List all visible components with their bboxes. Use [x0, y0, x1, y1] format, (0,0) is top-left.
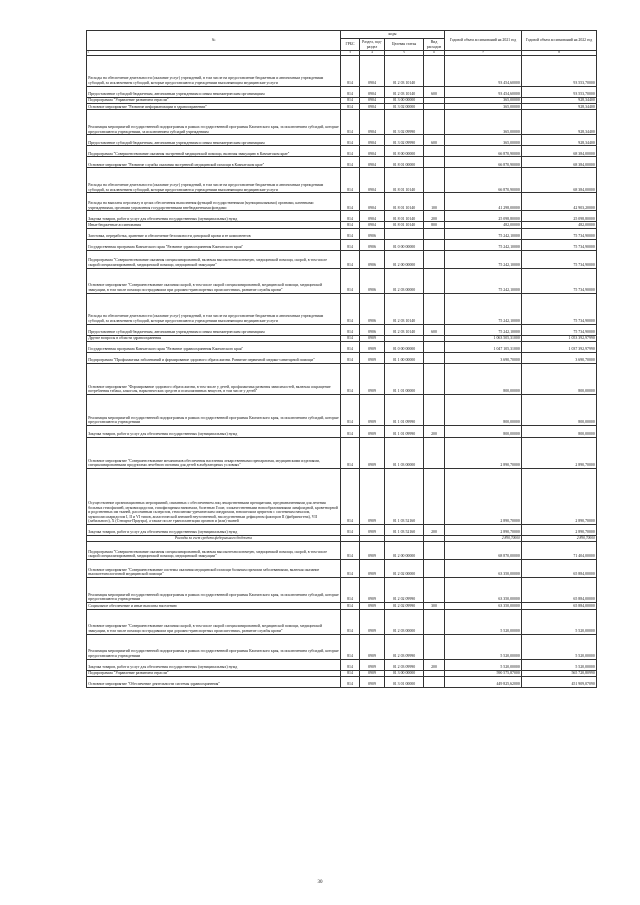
row-grbs: 814: [341, 222, 360, 228]
row-grbs: 814: [341, 110, 360, 135]
row-name: Расходы за счет средств федерального бюджета: [87, 536, 341, 542]
row-amount-2021: 66 870,90000: [445, 146, 522, 157]
row-razdel: 0904: [360, 222, 385, 228]
row-expense-type: [424, 110, 445, 135]
row-name: Предоставление субсидий бюджетным, автономным учреждениям и иным некоммерческим организациям: [87, 86, 341, 97]
row-expense-type: 200: [424, 659, 445, 670]
row-razdel: 0909: [360, 342, 385, 353]
row-grbs: 814: [341, 609, 360, 634]
row-expense-type: [424, 268, 445, 293]
row-amount-2022: 65 884,00000: [522, 603, 597, 609]
row-amount-2022: 68 384,00000: [522, 168, 597, 193]
row-target-article: 01 1 00 00000: [385, 353, 424, 364]
row-name: Основное мероприятие "Развитие информатизации в здравоохранении": [87, 104, 341, 110]
row-name: Государственная программа Камчатского края "Развитие здравоохранения Камчатского края": [87, 239, 341, 250]
row-amount-2022: 75 734,90000: [522, 293, 597, 324]
table-row: [87, 426, 597, 438]
row-expense-type: 200: [424, 525, 445, 536]
row-target-article: 01 3 00 00000: [385, 97, 424, 103]
header-year-2021: Годовой объем ассигнований на 2021 год: [445, 31, 522, 51]
row-target-article: 01 8 01 10140: [385, 168, 424, 193]
table-row: [87, 86, 597, 97]
row-amount-2021: 2 890,70000: [445, 536, 522, 542]
table-row: [87, 438, 597, 469]
row-amount-2022: 800,00000: [522, 426, 597, 438]
row-expense-type: [424, 634, 445, 659]
row-name: Закупка товаров, работ и услуг для обеспечения государственных (муниципальных) нужд: [87, 525, 341, 536]
row-target-article: 01 8 01 10140: [385, 193, 424, 211]
table-row: [87, 542, 597, 560]
row-amount-2021: 5 520,00000: [445, 634, 522, 659]
row-razdel: 0904: [360, 86, 385, 97]
budget-rows: [87, 55, 597, 687]
row-expense-type: [424, 676, 445, 687]
table-row: [87, 250, 597, 268]
row-name: Расходы на обеспечение деятельности (оказание услуг) учреждений, в том числе на предоставление бюджетным и автономным учреждениям субсидий, за исключением субсидий, которые предоставляются учреждениям выполняющим медицинские услуги: [87, 55, 341, 86]
row-amount-2022: 928,34400: [522, 110, 597, 135]
row-expense-type: 600: [424, 135, 445, 146]
row-amount-2022: 93 553,70000: [522, 55, 597, 86]
row-name: Основное мероприятие "Совершенствование оказания скорой, в том числе скорой специализированной, медицинской помощи, медицинской эвакуации, в том числе помощи пострадавшим при дорожно-транспортных происшествиях, развитие службы крови": [87, 268, 341, 293]
table-row: [87, 560, 597, 578]
table-row: [87, 324, 597, 335]
row-target-article: 01 1 03 52160: [385, 525, 424, 536]
row-target-article: [385, 228, 424, 239]
row-grbs: 814: [341, 104, 360, 110]
row-target-article: 01 1 01 09990: [385, 426, 424, 438]
row-amount-2022: 65 884,00000: [522, 578, 597, 603]
row-razdel: 0909: [360, 670, 385, 676]
row-name: Реализация мероприятий государственной подпрограммы в рамках государственной программы Камчатского края, за исключением субсидий, которые предоставляются учреждениям: [87, 578, 341, 603]
row-expense-type: [424, 542, 445, 560]
row-razdel: 0909: [360, 395, 385, 426]
row-amount-2022: 75 734,90000: [522, 239, 597, 250]
row-amount-2021: 63 350,00000: [445, 560, 522, 578]
row-grbs: 814: [341, 211, 360, 222]
table-row: [87, 228, 597, 239]
row-target-article: 01 0 00 00000: [385, 239, 424, 250]
row-razdel: 0909: [360, 335, 385, 341]
budget-table: [86, 30, 597, 688]
header-target-article: Целевая статья: [385, 39, 424, 51]
row-target-article: 01 1 01 09990: [385, 395, 424, 426]
row-amount-2021: 66 870,90000: [445, 168, 522, 193]
index-cell: 8: [522, 51, 597, 56]
row-amount-2021: 75 242,10000: [445, 239, 522, 250]
row-amount-2021: 482,00000: [445, 222, 522, 228]
row-name: Основное мероприятие "Обеспечение деятельности системы здравоохранения": [87, 676, 341, 687]
row-amount-2022: 2 890,70000: [522, 536, 597, 542]
row-razdel: 0906: [360, 324, 385, 335]
table-row: [87, 659, 597, 670]
row-name: Реализация мероприятий государственной подпрограммы в рамках государственной программы Камчатского края, за исключением субсидий, которые предоставляются учреждениям: [87, 634, 341, 659]
row-grbs: 814: [341, 168, 360, 193]
index-cell: 7: [445, 51, 522, 56]
row-expense-type: 200: [424, 426, 445, 438]
row-name: Основное мероприятие "Формирование здорового образа жизни, в том числе у детей, профилактика развития зависимостей, включая сокращение потребления табака, алкоголя, наркотических средств и психоактивных веществ, в том числе у детей": [87, 364, 341, 395]
row-name: Подпрограмма "Совершенствование оказания специализированной, включая высокотехнологичную, медицинской помощи, скорой, в том числе скорой специализированной, медицинской помощи, медицинской эвакуации": [87, 542, 341, 560]
row-target-article: 01 8 00 00000: [385, 146, 424, 157]
table-row: [87, 342, 597, 353]
row-expense-type: [424, 293, 445, 324]
row-target-article: 01 2 03 00000: [385, 609, 424, 634]
row-grbs: 814: [341, 135, 360, 146]
row-amount-2022: 75 734,90000: [522, 228, 597, 239]
row-razdel: 0904: [360, 211, 385, 222]
row-amount-2021: 2 890,70000: [445, 438, 522, 469]
table-row: [87, 193, 597, 211]
row-amount-2021: 800,00000: [445, 395, 522, 426]
row-expense-type: 600: [424, 324, 445, 335]
row-grbs: 814: [341, 634, 360, 659]
row-razdel: 0904: [360, 55, 385, 86]
row-amount-2022: 800,00000: [522, 395, 597, 426]
row-target-article: 01 2 02 09990: [385, 578, 424, 603]
row-amount-2022: 68 384,00000: [522, 157, 597, 168]
row-expense-type: [424, 239, 445, 250]
table-row: [87, 239, 597, 250]
row-expense-type: [424, 438, 445, 469]
row-amount-2021: 5 520,00000: [445, 609, 522, 634]
index-cell: 3: [341, 51, 360, 56]
row-target-article: 01 2 02 09990: [385, 603, 424, 609]
row-amount-2021: 3 690,70000: [445, 353, 522, 364]
row-amount-2021: 365,00000: [445, 135, 522, 146]
row-amount-2022: 75 734,90000: [522, 324, 597, 335]
row-grbs: 814: [341, 228, 360, 239]
index-cell: 4: [360, 51, 385, 56]
header-grbs: ГРБС: [341, 39, 360, 51]
table-row: [87, 110, 597, 135]
row-name: Расходы на обеспечение деятельности (оказание услуг) учреждений, в том числе на предоставление бюджетным и автономным учреждениям субсидий, за исключением субсидий, которые предоставляются учреждениям выполняющим медицинские услуги: [87, 293, 341, 324]
table-row: [87, 634, 597, 659]
row-target-article: 01 3 00 00000: [385, 670, 424, 676]
row-grbs: 814: [341, 469, 360, 525]
row-name: Предоставление субсидий бюджетным, автономным учреждениям и иным некоммерческим организациям: [87, 135, 341, 146]
row-name: Закупка товаров, работ и услуг для обеспечения государственных (муниципальных) нужд: [87, 426, 341, 438]
row-grbs: 814: [341, 525, 360, 536]
row-razdel: 0904: [360, 110, 385, 135]
row-target-article: 01 2 03 10140: [385, 293, 424, 324]
row-amount-2021: 93 454,60000: [445, 86, 522, 97]
row-grbs: 814: [341, 193, 360, 211]
row-razdel: 0909: [360, 676, 385, 687]
row-razdel: 0909: [360, 659, 385, 670]
row-razdel: 0909: [360, 542, 385, 560]
row-amount-2021: 75 242,10000: [445, 250, 522, 268]
row-name: Расходы на обеспечение деятельности (оказание услуг) учреждений, в том числе на предоставление бюджетным и автономным учреждениям субсидий, за исключением субсидий, которые предоставляются учреждениям выполняющим медицинские услуги: [87, 168, 341, 193]
row-razdel: 0904: [360, 135, 385, 146]
row-name: Реализация мероприятий государственной подпрограммы в рамках государственной программы Камчатского края, за исключением субсидий, которые предоставляются учреждениям: [87, 395, 341, 426]
row-amount-2022: 65 884,00000: [522, 560, 597, 578]
row-name: Подпрограмма "Совершенствование оказания экстренной медицинской помощи, включая эвакуацию в Камчатском крае": [87, 146, 341, 157]
row-grbs: 814: [341, 97, 360, 103]
row-amount-2021: 75 242,10000: [445, 324, 522, 335]
row-grbs: 814: [341, 676, 360, 687]
table-row: [87, 676, 597, 687]
row-name: Основное мероприятие "Совершенствование системы оказания медицинской помощи больным прочими заболеваниями, включая оказание высокотехнологичной медицинской помощи": [87, 560, 341, 578]
row-razdel: 0906: [360, 268, 385, 293]
row-razdel: 0909: [360, 634, 385, 659]
table-row: [87, 168, 597, 193]
row-grbs: 814: [341, 268, 360, 293]
row-razdel: 0909: [360, 525, 385, 536]
row-name: Основное мероприятие "Совершенствование оказания скорой, в том числе скорой специализированной, медицинской помощи, медицинской эвакуации, в том числе помощи пострадавшим при дорожно-транспортных происшествиях, развитие службы крови": [87, 609, 341, 634]
row-name: Другие вопросы в области здравоохранения: [87, 335, 341, 341]
row-amount-2022: 5 520,00000: [522, 609, 597, 634]
row-amount-2021: 68 870,00000: [445, 542, 522, 560]
row-expense-type: [424, 228, 445, 239]
row-amount-2022: 1 037 392,97990: [522, 342, 597, 353]
table-row: [87, 609, 597, 634]
row-target-article: 01 2 03 10140: [385, 86, 424, 97]
table-row: [87, 353, 597, 364]
budget-page: [86, 30, 596, 688]
row-expense-type: [424, 157, 445, 168]
row-amount-2021: 800,00000: [445, 426, 522, 438]
row-razdel: 0909: [360, 426, 385, 438]
table-row: [87, 55, 597, 86]
header-codes: коды: [341, 31, 445, 39]
row-amount-2021: 75 242,10000: [445, 293, 522, 324]
row-amount-2021: 2 890,70000: [445, 525, 522, 536]
row-target-article: 01 2 02 00000: [385, 560, 424, 578]
row-razdel: 0904: [360, 146, 385, 157]
row-grbs: 814: [341, 395, 360, 426]
row-amount-2021: 75 242,10000: [445, 268, 522, 293]
row-name: Заготовка, переработка, хранение и обеспечение безопасности донорской крови и ее компонентов: [87, 228, 341, 239]
row-amount-2022: 928,34400: [522, 97, 597, 103]
row-amount-2022: 2 890,70000: [522, 525, 597, 536]
row-target-article: 01 0 00 00000: [385, 342, 424, 353]
row-razdel: 0909: [360, 578, 385, 603]
table-row: [87, 395, 597, 426]
row-amount-2022: 1 053 392,97990: [522, 335, 597, 341]
row-name: Социальное обеспечение и иные выплаты населению: [87, 603, 341, 609]
row-target-article: 01 2 03 10140: [385, 324, 424, 335]
row-amount-2021: 93 454,60000: [445, 55, 522, 86]
row-expense-type: 100: [424, 193, 445, 211]
row-razdel: 0909: [360, 438, 385, 469]
row-amount-2022: 800,00000: [522, 364, 597, 395]
row-target-article: 01 8 01 10140: [385, 211, 424, 222]
row-target-article: 01 1 03 52160: [385, 469, 424, 525]
row-grbs: 814: [341, 578, 360, 603]
row-target-article: 01 2 00 00000: [385, 250, 424, 268]
row-grbs: 814: [341, 86, 360, 97]
row-razdel: 0909: [360, 469, 385, 525]
table-row: [87, 578, 597, 603]
row-expense-type: [424, 578, 445, 603]
row-name: Предоставление субсидий бюджетным, автономным учреждениям и иным некоммерческим организациям: [87, 324, 341, 335]
row-razdel: 0909: [360, 353, 385, 364]
row-target-article: 01 2 03 09990: [385, 634, 424, 659]
row-amount-2022: 482,00000: [522, 222, 597, 228]
row-target-article: 01 2 03 10140: [385, 55, 424, 86]
row-grbs: 814: [341, 293, 360, 324]
row-expense-type: [424, 395, 445, 426]
row-razdel: 0904: [360, 168, 385, 193]
row-amount-2021: 63 350,00000: [445, 603, 522, 609]
row-razdel: 0904: [360, 193, 385, 211]
row-expense-type: 600: [424, 86, 445, 97]
row-expense-type: 300: [424, 603, 445, 609]
row-expense-type: [424, 250, 445, 268]
row-razdel: 0904: [360, 104, 385, 110]
page-number: 30: [317, 880, 323, 885]
row-grbs: 814: [341, 542, 360, 560]
row-expense-type: [424, 560, 445, 578]
row-grbs: 814: [341, 603, 360, 609]
row-grbs: 814: [341, 659, 360, 670]
index-cell: 6: [424, 51, 445, 56]
row-grbs: 814: [341, 426, 360, 438]
row-amount-2021: 63 350,00000: [445, 578, 522, 603]
row-expense-type: [424, 146, 445, 157]
row-amount-2022: 75 734,90000: [522, 268, 597, 293]
row-target-article: 01 8 01 10140: [385, 222, 424, 228]
index-cell: 5: [385, 51, 424, 56]
row-expense-type: 200: [424, 211, 445, 222]
row-amount-2021: 75 242,10000: [445, 228, 522, 239]
row-razdel: 0906: [360, 239, 385, 250]
row-grbs: 814: [341, 250, 360, 268]
row-amount-2022: 5 520,00000: [522, 634, 597, 659]
row-amount-2022: 71 404,00000: [522, 542, 597, 560]
row-target-article: 01 3 02 09990: [385, 110, 424, 135]
row-razdel: 0909: [360, 364, 385, 395]
row-name: Основное мероприятие "Совершенствование механизмов обеспечения населения лекарственными препаратами, медицинскими изделиями, специализированными продуктами лечебного питания для детей в амбулаторных условиях": [87, 438, 341, 469]
row-target-article: 01 3 02 09990: [385, 135, 424, 146]
row-grbs: 814: [341, 438, 360, 469]
row-expense-type: [424, 364, 445, 395]
row-razdel: 0909: [360, 603, 385, 609]
row-grbs: 814: [341, 353, 360, 364]
row-target-article: 01 3 01 00000: [385, 676, 424, 687]
row-target-article: 01 1 01 00000: [385, 364, 424, 395]
row-amount-2021: 800,00000: [445, 364, 522, 395]
row-grbs: 814: [341, 157, 360, 168]
table-row: [87, 135, 597, 146]
row-amount-2021: 365,00000: [445, 104, 522, 110]
row-amount-2022: 928,34400: [522, 135, 597, 146]
row-amount-2022: 928,34400: [522, 104, 597, 110]
row-amount-2022: 42 903,20000: [522, 193, 597, 211]
table-row: [87, 157, 597, 168]
row-grbs: 814: [341, 335, 360, 341]
row-name: Государственная программа Камчатского края "Развитие здравоохранения Камчатского края": [87, 342, 341, 353]
row-target-article: 01 1 03 00000: [385, 438, 424, 469]
row-razdel: 0906: [360, 293, 385, 324]
row-grbs: 814: [341, 342, 360, 353]
row-name: Подпрограмма "Управление развитием отрасли": [87, 97, 341, 103]
row-amount-2021: 25 098,80000: [445, 211, 522, 222]
row-amount-2022: 5 520,00000: [522, 659, 597, 670]
row-amount-2021: 365,00000: [445, 110, 522, 135]
table-row: [87, 469, 597, 525]
row-amount-2021: 41 298,00000: [445, 193, 522, 211]
table-row: [87, 268, 597, 293]
row-grbs: 814: [341, 670, 360, 676]
row-amount-2022: 25 098,80000: [522, 211, 597, 222]
row-amount-2022: 93 553,70000: [522, 86, 597, 97]
row-amount-2021: 1 047 105,31000: [445, 342, 522, 353]
row-expense-type: [424, 55, 445, 86]
row-amount-2022: 3 690,70000: [522, 353, 597, 364]
row-name: Закупка товаров, работ и услуг для обеспечения государственных (муниципальных) нужд: [87, 659, 341, 670]
row-razdel: 0906: [360, 228, 385, 239]
row-expense-type: [424, 609, 445, 634]
row-name: Иные бюджетные ассигнования: [87, 222, 341, 228]
row-amount-2021: 2 890,70000: [445, 469, 522, 525]
row-grbs: 814: [341, 55, 360, 86]
row-razdel: 0904: [360, 157, 385, 168]
row-name: Осуществление организационных мероприятий, связанных с обеспечением лиц лекарственными препаратами, предназначенными для лечения больных гемофилией, муковисцидозом, гипофизарным нанизмом, болезнью Гоше, злокачественными новообразованиями лимфоидной, кроветворной и родственных им тканей, рассеянным склерозом, гемолитико-уремическим синдромом, юношеским артритом с системным началом, мукополисахаридозом I, II и VI типов, апластической анемией неуточненной, наследственным дефицитом факторов II (фибриногена), VII (лабильного), X (Стюарта-Прауэра), а также после трансплантации органов и (или) тканей: [87, 469, 341, 525]
row-expense-type: [424, 168, 445, 193]
row-amount-2021: 66 870,90000: [445, 157, 522, 168]
row-target-article: 01 2 03 09990: [385, 659, 424, 670]
row-target-article: 01 2 03 00000: [385, 268, 424, 293]
row-amount-2022: 2 890,70000: [522, 438, 597, 469]
table-row: [87, 364, 597, 395]
table-row: [87, 211, 597, 222]
row-target-article: 01 3 02 00000: [385, 104, 424, 110]
row-expense-type: [424, 342, 445, 353]
row-expense-type: 800: [424, 222, 445, 228]
row-expense-type: [424, 353, 445, 364]
table-row: [87, 293, 597, 324]
row-target-article: 01 8 01 00000: [385, 157, 424, 168]
header-year-2022: Годовой объем ассигнований на 2022 год: [522, 31, 597, 51]
row-name: Подпрограмма "Совершенствование оказания специализированной, включая высокотехнологичную, медицинской помощи, скорой, в том числе скорой специализированной, медицинской помощи, медицинской эвакуации": [87, 250, 341, 268]
row-target-article: 01 2 00 00000: [385, 542, 424, 560]
row-name: Реализация мероприятий государственной подпрограммы в рамках государственной программы Камчатского края, за исключением субсидий, которые предоставляются учреждениям, за исключением субсидий учреждениям: [87, 110, 341, 135]
row-expense-type: [424, 469, 445, 525]
row-amount-2022: 75 734,90000: [522, 250, 597, 268]
row-name: Подпрограмма "Профилактика заболеваний и формирование здорового образа жизни. Развитие первичной медико-санитарной помощи": [87, 353, 341, 364]
table-row: [87, 525, 597, 536]
row-amount-2021: 5 520,00000: [445, 659, 522, 670]
row-amount-2021: 590 575,87000: [445, 670, 522, 676]
row-amount-2021: 449 825,62000: [445, 676, 522, 687]
row-name: Расходы на выплаты персоналу в целях обеспечения выполнения функций государственными (муниципальными) органами, казенными учреждениями, органами управления государственными внебюджетными фондами: [87, 193, 341, 211]
row-grbs: 814: [341, 560, 360, 578]
row-name: Основное мероприятие "Развитие службы оказания экстренной медицинской помощи в Камчатском крае": [87, 157, 341, 168]
row-razdel: 0906: [360, 250, 385, 268]
row-razdel: 0909: [360, 560, 385, 578]
row-grbs: 814: [341, 239, 360, 250]
header-num: №: [87, 31, 341, 51]
row-amount-2021: 1 063 505,31000: [445, 335, 522, 341]
index-cell: 1: [87, 51, 341, 56]
row-amount-2021: 365,00000: [445, 97, 522, 103]
row-grbs: 814: [341, 324, 360, 335]
header-razdel: Раздел, под-раздел: [360, 39, 385, 51]
header-expense-type: Вид расходов: [424, 39, 445, 51]
row-name: Закупка товаров, работ и услуг для обеспечения государственных (муниципальных) нужд: [87, 211, 341, 222]
row-amount-2022: 2 890,70000: [522, 469, 597, 525]
row-grbs: 814: [341, 146, 360, 157]
row-grbs: 814: [341, 364, 360, 395]
row-amount-2022: 68 384,00000: [522, 146, 597, 157]
row-name: Подпрограмма "Управление развитием отрасли": [87, 670, 341, 676]
row-amount-2022: 565 720,80990: [522, 670, 597, 676]
row-razdel: 0904: [360, 97, 385, 103]
row-amount-2022: 451 909,07090: [522, 676, 597, 687]
row-razdel: 0909: [360, 609, 385, 634]
table-row: [87, 146, 597, 157]
